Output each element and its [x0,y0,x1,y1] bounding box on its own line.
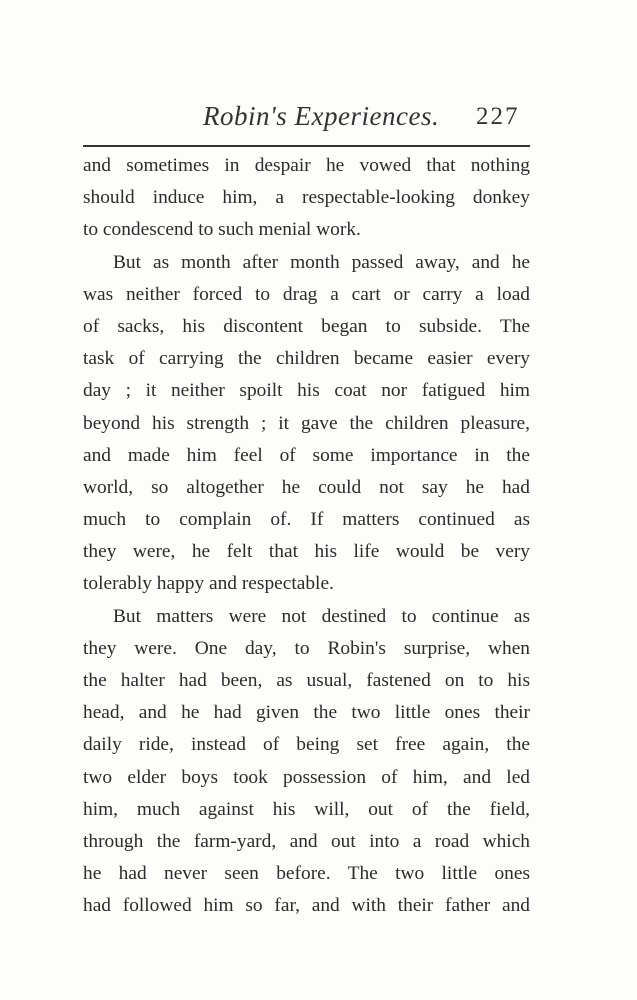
text-line: through the farm-yard, and out into a road which [83,830,530,852]
text-line: had followed him so far, and with their father and [83,895,530,917]
text-line: tolerably happy and respectable. [83,573,334,595]
text-line: to condescend to such menial work. [83,219,361,241]
text-line: was neither forced to drag a cart or carry a load [83,283,530,305]
text-line: But matters were not destined to continue as [113,605,530,627]
text-line: the halter had been, as usual, fastened on to his [83,670,530,691]
text-line: task of carrying the children became easier every [83,348,530,370]
text-line: much to complain of. If matters continued as [83,509,530,531]
text-line: and sometimes in despair he vowed that nothing [83,155,530,176]
text-line: world, so altogether he could not say he had [83,476,530,498]
text-line: he had never seen before. The two little ones [83,863,530,885]
body-text [83,150,530,923]
text-line: beyond his strength ; it gave the children pleasure, [83,412,530,434]
text-line: and made him feel of some importance in the [83,444,530,466]
text-line: should induce him, a respectable-looking donkey [83,187,530,209]
running-title: Robin's Experiences. [203,101,440,131]
text-line: head, and he had given the two little ones their [83,702,530,724]
text-line: day ; it neither spoilt his coat nor fatigued him [83,380,530,402]
text-line: they were. One day, to Robin's surprise, when [83,637,530,659]
text-line: him, much against his will, out of the field, [83,798,530,820]
text-line: daily ride, instead of being set free again, the [83,734,530,756]
text-line: But as month after month passed away, and he [113,251,530,273]
text-line: they were, he felt that his life would be very [83,541,530,563]
text-line: two elder boys took possession of him, and led [83,766,530,788]
header-rule [83,145,530,147]
text-line: of sacks, his discontent began to subside. The [83,315,530,337]
page-number: 227 [476,103,520,130]
